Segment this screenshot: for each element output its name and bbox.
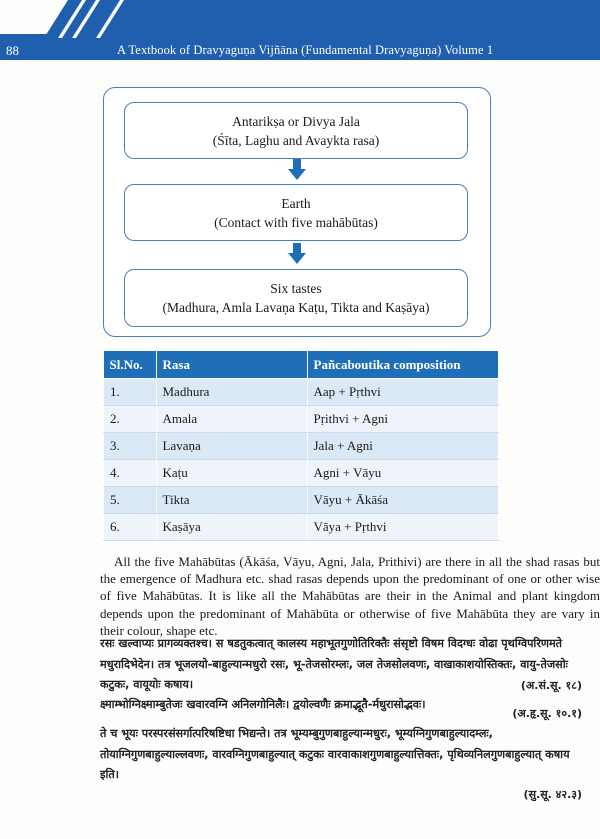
cell-rasa: Lavaṇa	[156, 433, 307, 460]
header-sl-no: Sl.No.	[104, 351, 157, 379]
running-title: A Textbook of Dravyaguṇa Vijñāna (Fundamental Dravyaguṇa) Volume 1	[117, 43, 494, 57]
header-composition: Pañcaboutika composition	[307, 351, 499, 379]
cell-sl-no: 4.	[104, 460, 157, 487]
verse-source-3: (सु.सू. ४२.३)	[523, 788, 582, 801]
page-header	[0, 0, 600, 62]
cell-sl-no: 1.	[104, 379, 157, 406]
cell-rasa: Amala	[156, 406, 307, 433]
cell-composition: Vāyu + Ākāśa	[307, 487, 499, 514]
flow-box-title: Antarikṣa or Divya Jala	[232, 114, 360, 129]
page-number: 88	[6, 43, 19, 58]
flow-box-subtitle: (Madhura, Amla Lavaṇa Kaṭu, Tikta and Kaṣāya)	[162, 300, 430, 315]
table-row	[104, 514, 499, 541]
flow-box-subtitle: (Contact with five mahābūtas)	[214, 215, 378, 230]
cell-rasa: Tikta	[156, 487, 307, 514]
flow-box-antariksa	[124, 102, 468, 159]
flow-box-earth	[124, 184, 468, 241]
flow-box-title: Six tastes	[270, 281, 322, 296]
sanskrit-verse-2: क्ष्माम्भोग्निक्ष्माम्बुतेजः खवारवग्नि अनिलगोनिलैः। द्वयोल्वणैः क्रमाद्भूतै-र्मधुरासोद्भवः।	[100, 698, 426, 711]
table-row	[104, 406, 499, 433]
verse-source-1: (अ.सं.सू. १८)	[520, 679, 582, 692]
cell-composition: Vāya + Pṛthvi	[307, 514, 499, 541]
cell-composition: Agni + Vāyu	[307, 460, 499, 487]
flow-box-subtitle: (Śīta, Laghu and Avaykta rasa)	[212, 133, 380, 148]
arrow-down-icon	[287, 243, 307, 265]
table-row	[104, 487, 499, 514]
table-row	[104, 433, 499, 460]
body-paragraph: All the five Mahābūtas (Ākāśa, Vāyu, Agni, Jala, Prithivi) are there in all the shad rasas but the emergence of Madhura etc. shad rasas depends upon the predominant of one or other wise of five Mahābūtas. It is like all the Mahābūtas are their in the Animal and plant kingdom depends upon the predominant of Mahābūta or otherwise of five Mahābūta they are vary in their colour, shape etc.	[100, 554, 600, 638]
cell-composition: Aap + Pṛthvi	[307, 379, 499, 406]
cell-rasa: Kaṭu	[156, 460, 307, 487]
flow-box-title: Earth	[281, 196, 311, 211]
cell-composition: Pṛithvi + Agni	[307, 406, 499, 433]
sanskrit-verse-3: ते च भूयः परस्परसंसर्गात्परिषष्टिधा भिद्यन्ते। तत्र भूम्यम्बुगुणबाहुल्यान्मधुरः, भूम्यग्निगुणबाहुल्यादम्लः, तोयाग्निगुणबाहुल्याल्लवणः, वारवग्निगुणबाहुल्यात् कटुकः वारवाकाशगुणबाहुल्यात्तिक्तः, पृथिव्यनिलगुणबाहुल्यात् कषाय इति।	[100, 727, 570, 781]
rasa-composition-table	[103, 351, 499, 541]
table-row	[104, 379, 499, 406]
flowchart-frame	[103, 87, 491, 337]
cell-sl-no: 5.	[104, 487, 157, 514]
cell-sl-no: 2.	[104, 406, 157, 433]
verse-source-2: (अ.हृ.सू. १०.१)	[512, 707, 582, 720]
table-header-row	[104, 351, 499, 379]
cell-rasa: Kaṣāya	[156, 514, 307, 541]
cell-sl-no: 6.	[104, 514, 157, 541]
arrow-down-icon	[287, 159, 307, 181]
table-row	[104, 460, 499, 487]
header-rasa: Rasa	[156, 351, 307, 379]
cell-sl-no: 3.	[104, 433, 157, 460]
sanskrit-verse-1: रसः खल्वाप्यः प्रागव्यक्तश्च। स षडतुकत्वात् कालस्य महाभूतगुणोतिरिक्तैः संसृष्टो विषम विदग्धः वोढा पृथग्विपरिणमते मधुरादिभेदेन। तत्र भूजलयो-बाहुल्यान्मधुरो रसः, भू-तेजसोरम्लः, जल तेजसोलवणः, वाखाकाशयोस्तिक्तः, वायु-तेजसोः कटुकः, वायूयोः कषाय।	[100, 637, 568, 691]
flow-box-six-tastes	[124, 269, 468, 327]
cell-composition: Jala + Agni	[307, 433, 499, 460]
cell-rasa: Madhura	[156, 379, 307, 406]
